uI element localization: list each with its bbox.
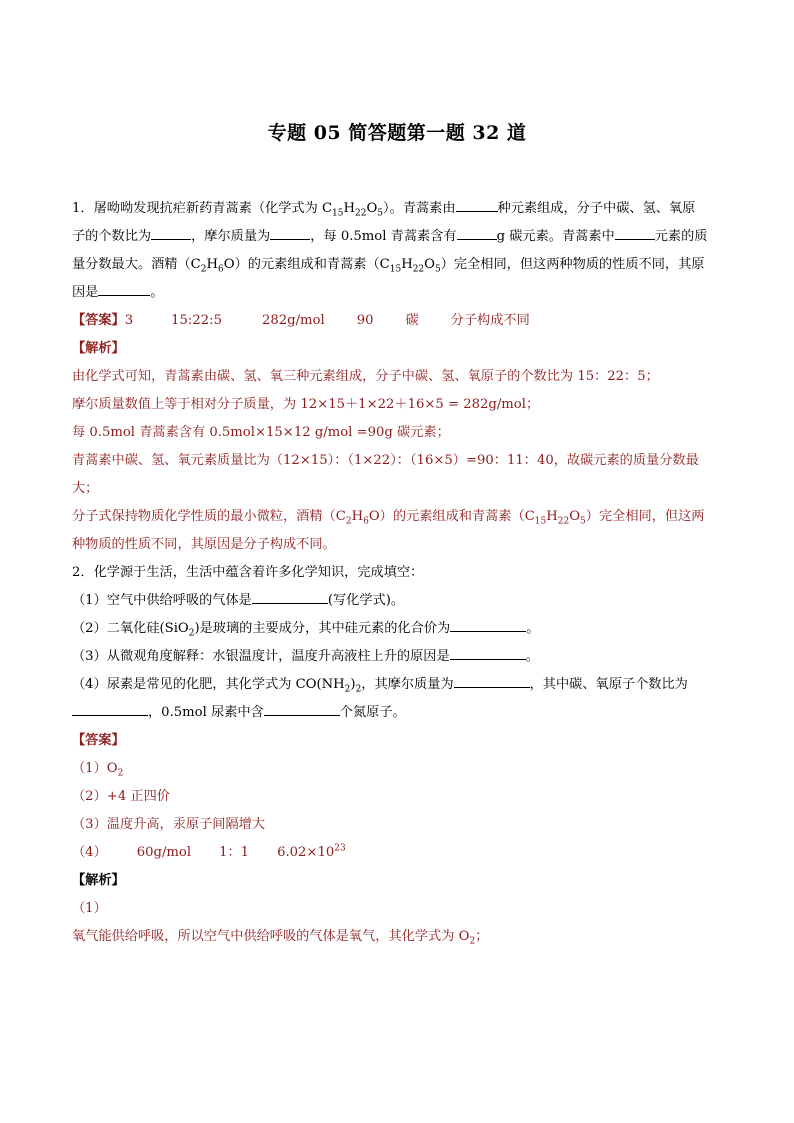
question-1 [72, 195, 722, 951]
blank [457, 225, 497, 240]
q2-sub-4: （4）尿素是常见的化肥，其化学式为 $CO(NH_2)_2$，其摩尔质量为 ，其中碳、氧原子个数比为 [72, 671, 722, 699]
q1-line-4: 因是 。 [72, 279, 722, 307]
q2-analysis-label: 【解析】 [72, 873, 125, 888]
blank [450, 617, 526, 632]
q2-sub-5: ，0.5mol 尿素中含 个氮原子。 [72, 699, 722, 727]
blank [252, 589, 328, 604]
q2-intro: 2．化学源于生活，生活中蕴含着许多化学知识，完成填空： [72, 565, 424, 580]
blank [454, 673, 530, 688]
blank [264, 701, 340, 716]
q1-line-1: 1．屠呦呦发现抗疟新药青蒿素（化学式为 $C_{15}H_{22}O_5$）。青蒿素由 种元素组成，分子中碳、氢、氧原 [72, 195, 722, 223]
q1-analysis-5: 大； [72, 481, 99, 496]
q1-line-2: 子的个数比为 ，摩尔质量为 ，每 0.5mol 青蒿素含有 g 碳元素。青蒿素中 元素的质 [72, 223, 722, 251]
q1-analysis-3: 每 0.5mol 青蒿素含有 0.5mol×15×12 g/mol =90g 碳元素； [72, 425, 450, 440]
q2-answer-2: （2）+4 正四价 [72, 789, 170, 804]
q2-analysis-1: （1） [72, 901, 107, 916]
q2-analysis-2: 氧气能供给呼吸，所以空气中供给呼吸的气体是氧气，其化学式为 $O_2$； [72, 929, 489, 947]
q1-line-3: 量分数最大。酒精$(C_2H_6O)$的元素组成和青蒿素$(C_{15}H_{22}O_5)$完全相同，但这两种物质的性质不同，其原 [72, 257, 705, 275]
blank [72, 701, 148, 716]
q2-sub-1: （1）空气中供给呼吸的气体是 (写化学式)。 [72, 587, 722, 615]
q2-sub-3: （3）从微观角度解释：水银温度计，温度升高液柱上升的原因是 。 [72, 643, 722, 671]
q1-analysis-4: 青蒿素中碳、氢、氧元素质量比为（12×15）：（1×22）：（16×5）=90：11：40，故碳元素的质量分数最 [72, 453, 699, 468]
blank [98, 281, 150, 296]
q1-analysis-6: 分子式保持物质化学性质的最小微粒，酒精$(C_2H_6O)$的元素组成和青蒿素$(C_{15}H_{22}O_5)$完全相同，但这两 [72, 509, 705, 527]
q2-answer-1: $(1)O_2$ [72, 761, 124, 779]
blank [270, 225, 310, 240]
page-title: 专题 05 简答题第一题 32 道 [267, 122, 527, 144]
q2-answer-4: （4） 60g/mol 1：1 $6.02\times 10^{23}$ [72, 843, 346, 860]
q1-analysis-2: 摩尔质量数值上等于相对分子质量，为 12×15＋1×22＋16×5 = 282g/mol； [72, 397, 540, 412]
q1-answer: 【答案】3 15:22:5 282g/mol 90 碳 分子构成不同 [72, 313, 530, 328]
blank [615, 225, 655, 240]
blank [456, 197, 498, 212]
q1-analysis-1: 由化学式可知，青蒿素由碳、氢、氧三种元素组成，分子中碳、氢、氧原子的个数比为 15：22：5； [72, 369, 659, 384]
blank [151, 225, 191, 240]
q2-answer-3: （3）温度升高，汞原子间隔增大 [72, 817, 266, 832]
q2-sub-2: （2）二氧化硅(SiO$_2$)是玻璃的主要成分，其中硅元素的化合价为 。 [72, 615, 722, 643]
q1-analysis-label: 【解析】 [72, 341, 125, 356]
q1-analysis-7: 种物质的性质不同，其原因是分子构成不同。 [72, 537, 336, 552]
blank [450, 645, 526, 660]
q2-answer-label: 【答案】 [72, 733, 125, 748]
